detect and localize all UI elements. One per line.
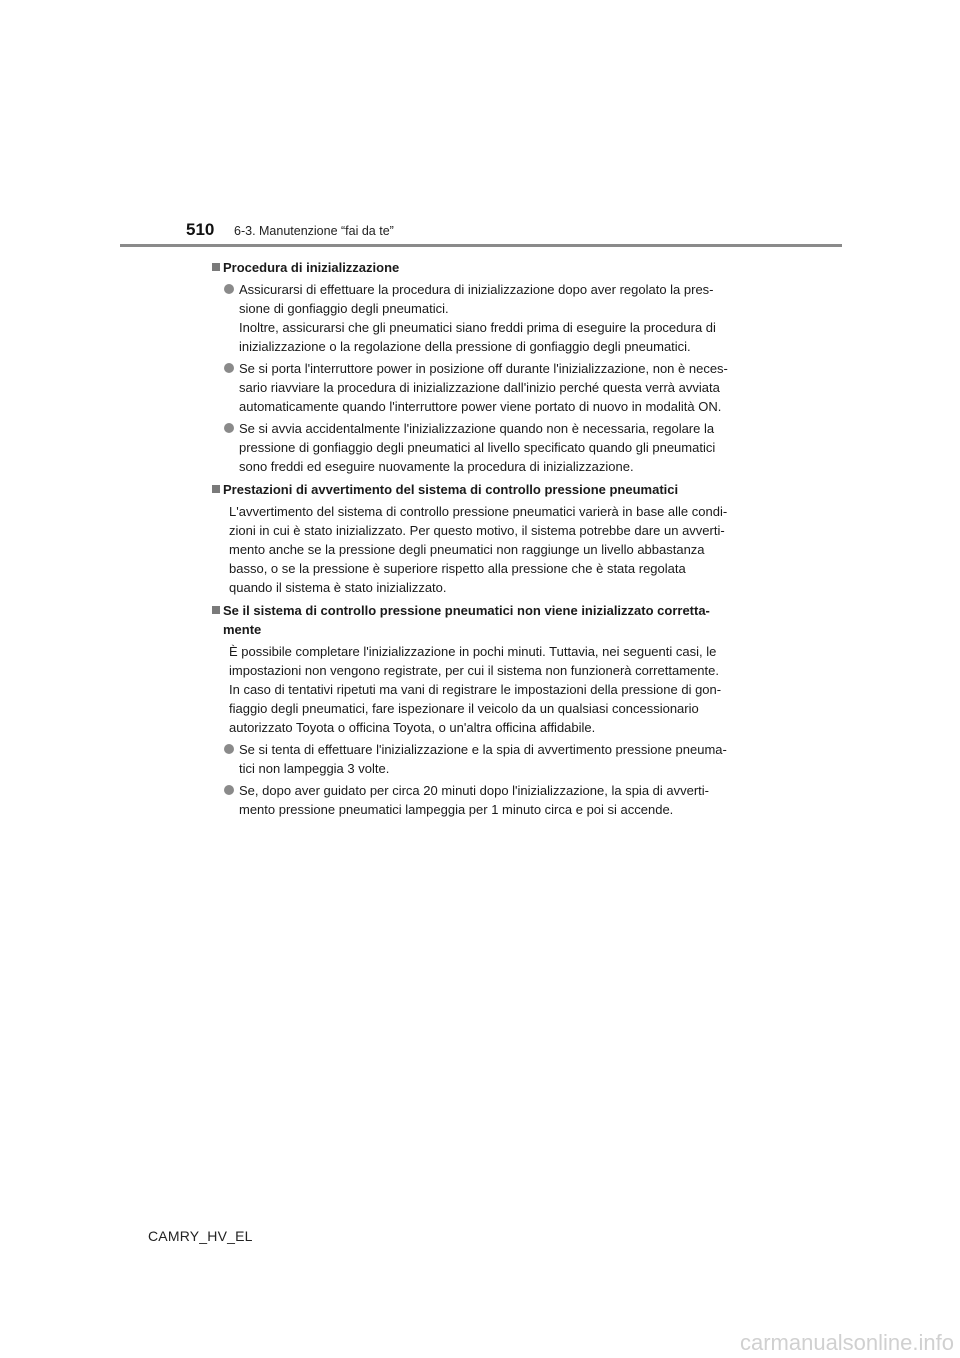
bullet-item [212,359,754,416]
paragraph-line: autorizzato Toyota o officina Toyota, o un'altra officina affidabile. [229,720,596,735]
paragraph-line: quando il sistema è stato inizializzato. [229,580,447,595]
paragraph [212,642,754,737]
bullet-line: Inoltre, assicurarsi che gli pneumatici siano freddi prima di eseguire la procedura di [239,320,716,335]
bullet-line: Se si porta l'interruttore power in posizione off durante l'inizializzazione, non è neces- [239,361,728,376]
heading-text: Procedura di inizializzazione [223,260,400,275]
heading-line: mente [223,622,262,637]
bullet-line: tici non lampeggia 3 volte. [239,761,390,776]
paragraph-line: impostazioni non vengono registrate, per cui il sistema non funzionerà correttamente. [229,663,719,678]
section-heading-inizializzazione [212,258,754,277]
bullet-item [212,781,754,819]
bullet-line: sario riavviare la procedura di inizializzazione dall'inizio perché questa verrà avviata [239,380,720,395]
paragraph-line: zioni in cui è stato inizializzato. Per questo motivo, il sistema potrebbe dare un avverti- [229,523,725,538]
paragraph-line: È possibile completare l'inizializzazione in pochi minuti. Tuttavia, nei seguenti casi, le [229,644,717,659]
section-heading-prestazioni [212,480,754,499]
circle-bullet-icon [224,423,234,433]
bullet-line: Se, dopo aver guidato per circa 20 minuti dopo l'inizializzazione, la spia di avverti- [239,783,710,798]
square-bullet-icon [212,485,220,493]
paragraph-line: basso, o se la pressione è superiore rispetto alla pressione che è stata regolata [229,561,686,576]
paragraph-line: mento anche se la pressione degli pneumatici non raggiunge un livello abbastanza [229,542,705,557]
bullet-line: Se si tenta di effettuare l'inizializzazione e la spia di avvertimento pressione pneuma- [239,742,727,757]
page-number: 510 [186,220,215,239]
bullet-item [212,280,754,356]
circle-bullet-icon [224,785,234,795]
header-rule [120,244,842,247]
bullet-line: mento pressione pneumatici lampeggia per 1 minuto circa e poi si accende. [239,802,674,817]
paragraph-line: In caso di tentativi ripetuti ma vani di registrare le impostazioni della pressione di gon- [229,682,722,697]
bullet-item [212,419,754,476]
bullet-line: Assicurarsi di effettuare la procedura di inizializzazione dopo aver regolato la pres- [239,282,714,297]
bullet-line: sono freddi ed eseguire nuovamente la procedura di inizializzazione. [239,459,634,474]
paragraph [212,502,754,597]
bullet-item [212,740,754,778]
paragraph-line: fiaggio degli pneumatici, fare ispezionare il veicolo da un qualsiasi concessionario [229,701,699,716]
section-title: 6-3. Manutenzione “fai da te” [234,224,394,238]
heading-line: Se il sistema di controllo pressione pneumatici non viene inizializzato corretta- [223,603,710,618]
square-bullet-icon [212,263,220,271]
bullet-line: Se si avvia accidentalmente l'inizializzazione quando non è necessaria, regolare la [239,421,715,436]
watermark-text: carmanualsonline.info [739,1330,954,1355]
section-heading-non-inizializzato [212,601,754,639]
circle-bullet-icon [224,284,234,294]
circle-bullet-icon [224,363,234,373]
model-code: CAMRY_HV_EL [148,1228,253,1244]
page-content [212,254,754,819]
circle-bullet-icon [224,744,234,754]
paragraph-line: L'avvertimento del sistema di controllo pressione pneumatici varierà in base alle condi- [229,504,728,519]
square-bullet-icon [212,606,220,614]
heading-text: Prestazioni di avvertimento del sistema di controllo pressione pneumatici [223,482,679,497]
bullet-line: sione di gonfiaggio degli pneumatici. [239,301,449,316]
bullet-line: inizializzazione o la regolazione della pressione di gonfiaggio degli pneumatici. [239,339,691,354]
bullet-line: automaticamente quando l'interruttore power viene portato di nuovo in modalità ON. [239,399,722,414]
bullet-line: pressione di gonfiaggio degli pneumatici al livello specificato quando gli pneumatici [239,440,716,455]
